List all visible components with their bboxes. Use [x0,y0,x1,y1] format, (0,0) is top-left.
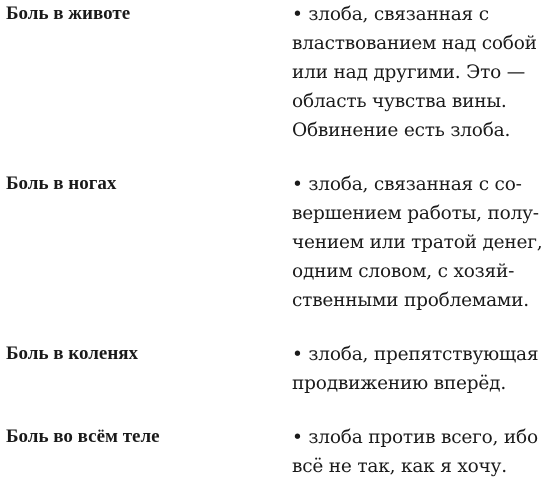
description-line: одним словом, с хозяй- [292,261,515,282]
description-line: • злоба против всего, ибо [292,427,538,448]
description-line: • злоба, связанная с [292,4,489,25]
entry-term: Боль в животе [6,3,131,24]
description-line: вершением работы, полу- [292,203,539,224]
description-line: или над другими. Это — [292,62,526,83]
description-line: • злоба, препятствующая [292,344,539,365]
entry-term: Боль во всём теле [6,426,160,447]
description-line: чением или тратой денег, [292,232,543,253]
entry-description [292,170,554,315]
entry-description [292,340,554,398]
description-line: всё не так, как я хочу. [292,456,507,477]
entry-term: Боль в коленях [6,343,139,364]
description-line: Обвинение есть злоба. [292,120,511,141]
description-line: ственными проблемами. [292,290,529,311]
entry-description [292,423,554,481]
description-line: властвованием над собой [292,33,537,54]
description-line: продвижению вперёд. [292,373,507,394]
entry-description [292,0,554,145]
description-line: • злоба, связанная с со- [292,174,522,195]
description-line: область чувства вины. [292,91,507,112]
entry-term: Боль в ногах [6,173,117,194]
